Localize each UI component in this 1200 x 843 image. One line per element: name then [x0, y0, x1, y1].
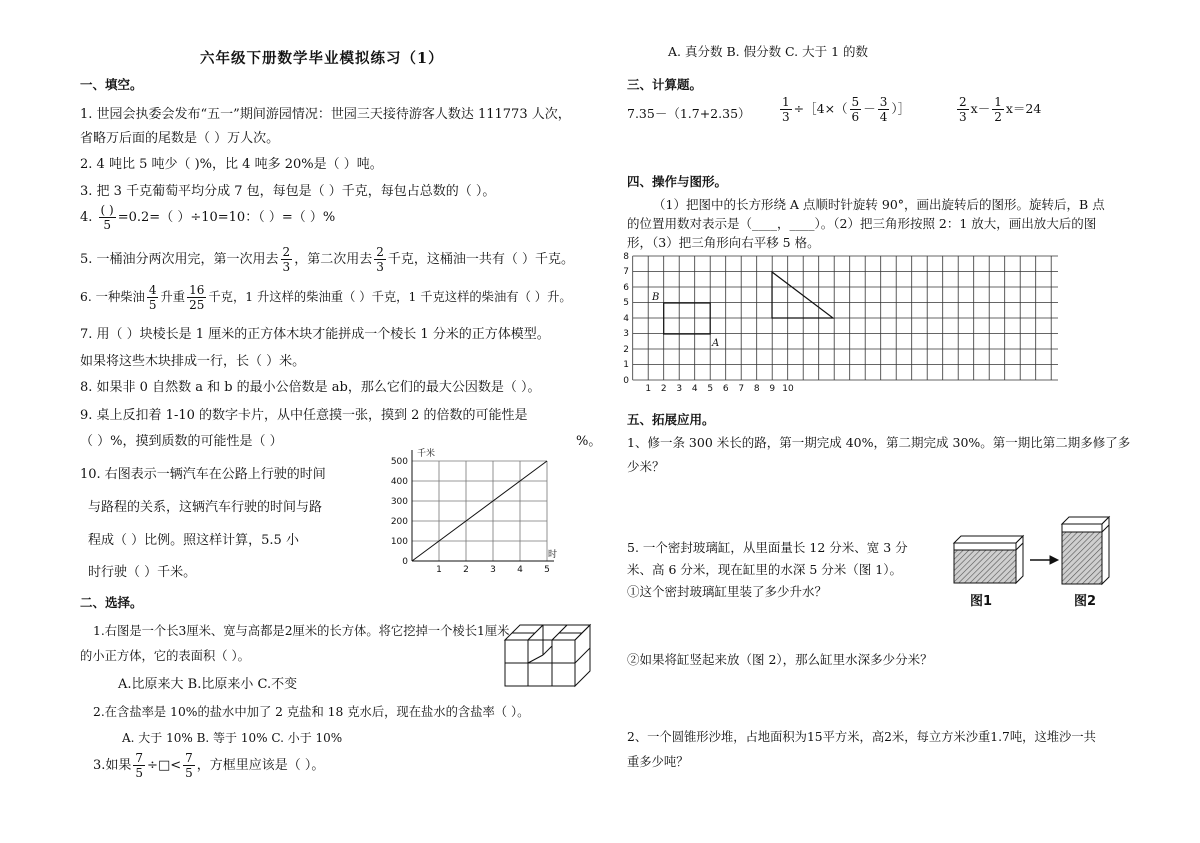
svg-text:10: 10 [782, 384, 794, 394]
triangle-shape [772, 272, 833, 318]
svg-text:1: 1 [645, 384, 652, 394]
figure-1-caption: 图1 [970, 594, 993, 609]
svg-text:1: 1 [623, 360, 629, 370]
graph-ytick: 0 [402, 557, 408, 567]
q10-line2: 与路程的关系，这辆汽车行驶的时间与路 [88, 500, 323, 515]
calc-2: $\frac{1}{3}$ ÷［4×（ $\frac{5}{6}$ － $\frac{3}{4}$ ）］ [782, 95, 911, 124]
glass-tank-figures [950, 512, 1120, 592]
graph-ytick: 500 [390, 457, 408, 467]
graph-xtick: 3 [490, 565, 496, 575]
a1-line1: 1、修一条 300 米长的路，第一期完成 40%，第二期完成 30%。第一期比第二期多修了多 [627, 435, 1131, 450]
q6: 6. 一种柴油 $\frac{4}{5}$ 升重 $\frac{16}{25}$ 千克，1 升这样的柴油重（ ）千克，1 千克这样的柴油有（ ）升。 [80, 283, 572, 312]
c2-options: A. 大于 10% B. 等于 10% C. 小于 10% [122, 731, 343, 745]
graph-xtick: 1 [436, 565, 442, 575]
q4: 4. $\frac{( )}{5}$ =0.2=（ ）÷10=10：（ ）=（ ）% [80, 203, 336, 232]
distance-time-graph [382, 448, 572, 578]
c2: 2.在含盐率是 10%的盐水中加了 2 克盐和 18 克水后，现在盐水的含盐率（ ）。 [93, 705, 530, 719]
graph-xtick: 2 [463, 565, 469, 575]
rectangle-shape [664, 303, 711, 334]
q7-line1: 7. 用（ ）块棱长是 1 厘米的正方体木块才能拼成一个棱长 1 分米的正方体模型。 [80, 327, 550, 342]
svg-text:7: 7 [623, 267, 629, 277]
section-4-heading: 四、操作与图形。 [627, 174, 728, 189]
section-5-heading: 五、拓展应用。 [627, 412, 715, 427]
q9-percent: %。 [576, 434, 602, 449]
q9-line1: 9. 桌上反扣着 1-10 的数字卡片，从中任意摸一张，摸到 2 的倍数的可能性是 [80, 408, 528, 423]
graph-xtick: 5 [544, 565, 550, 575]
c1-options: A.比原来大 B.比原来小 C.不变 [118, 677, 298, 692]
a1-line2: 少米？ [627, 459, 665, 474]
c1-line1: 1.右图是一个长3厘米、宽与高都是2厘米的长方体。将它挖掉一个棱长1厘米 [93, 624, 510, 638]
graph-ytick: 300 [390, 497, 408, 507]
svg-text:5: 5 [707, 384, 714, 394]
svg-text:3: 3 [676, 384, 683, 394]
svg-text:6: 6 [722, 384, 729, 394]
q9-line2: （ ）%，摸到质数的可能性是（ ） [80, 434, 283, 449]
svg-text:4: 4 [623, 314, 629, 324]
point-b-label: B [652, 292, 660, 303]
svg-text:0: 0 [623, 376, 629, 386]
svg-text:9: 9 [769, 384, 776, 394]
q10-line3: 程成（ ）比例。照这样计算，5.5 小 [88, 533, 299, 548]
graph-xtick: 4 [517, 565, 523, 575]
svg-text:2: 2 [660, 384, 667, 394]
section-2-heading: 二、选择。 [80, 595, 143, 610]
q10-line4: 时行驶（ ）千米。 [88, 565, 197, 580]
section-1-heading: 一、填空。 [80, 77, 143, 92]
cuboid-figure [500, 610, 600, 692]
q7-line2: 如果将这些木块排成一行，长（ ）米。 [80, 354, 306, 369]
a5-line2: 米、高 6 分米，现在缸里的水深 5 分米（图 1）。 [627, 562, 902, 577]
graph-ytick: 100 [390, 537, 408, 547]
a5-line4: ②如果将缸竖起来放（图 2），那么缸里水深多少分米？ [627, 652, 933, 667]
a5-line3: ①这个密封玻璃缸里装了多少升水？ [627, 584, 828, 599]
op-line3: 形，（3）把三角形向右平移 5 格。 [627, 235, 820, 250]
graph-ytick: 200 [390, 517, 408, 527]
q3: 3. 把 3 千克葡萄平均分成 7 包，每包是（ ）千克，每包占总数的（ ）。 [80, 184, 496, 199]
c1-line2: 的小正方体，它的表面积（ ）。 [80, 649, 250, 663]
c3-options: A. 真分数 B. 假分数 C. 大于 1 的数 [668, 44, 869, 59]
svg-text:7: 7 [738, 384, 745, 394]
svg-text:8: 8 [623, 252, 629, 262]
a2-line2: 重多少吨？ [627, 755, 689, 769]
svg-text:8: 8 [753, 384, 760, 394]
q4-fraction: $\frac{( )}{5}$ [100, 203, 114, 232]
calc-1: 7.35－（1.7+2.35） [627, 106, 751, 121]
q1-line2: 省略万后面的尾数是（ ）万人次。 [80, 131, 280, 146]
page-title: 六年级下册数学毕业模拟练习（1） [200, 50, 444, 67]
svg-text:3: 3 [623, 329, 629, 339]
graph-ylabel: 千米 [417, 449, 436, 459]
point-a-label: A [712, 338, 720, 349]
graph-xlabel: 时 [548, 550, 558, 560]
q10-line1: 10. 右图表示一辆汽车在公路上行驶的时间 [80, 467, 326, 482]
q2: 2. 4 吨比 5 吨少（ )%，比 4 吨多 20%是（ ）吨。 [80, 157, 383, 172]
svg-text:4: 4 [691, 384, 698, 394]
coordinate-grid [618, 250, 1058, 394]
q5: 5. 一桶油分两次用完，第一次用去 $\frac{2}{3}$ ，第二次用去 $\frac{2}{3}$ 千克，这桶油一共有（ ）千克。 [80, 245, 574, 274]
figure-2-caption: 图2 [1074, 594, 1097, 609]
svg-text:2: 2 [623, 345, 629, 355]
op-line2: 的位置用数对表示是（____，____）。（2）把三角形按照 2：1 放大，画出放大后的图 [627, 216, 1097, 231]
graph-ytick: 400 [390, 477, 408, 487]
c3: 3.如果 $\frac{7}{5}$ ÷□< $\frac{7}{5}$ ，方框里应该是（ ）。 [93, 751, 325, 780]
q8: 8. 如果非 0 自然数 a 和 b 的最小公倍数是 ab，那么它们的最大公因数是（ ）。 [80, 380, 541, 395]
q1-line1: 1. 世园会执委会发布“五一”期间游园情况：世园三天接待游客人数达 111773 人次， [80, 107, 571, 122]
svg-text:5: 5 [623, 298, 629, 308]
a5-line1: 5. 一个密封玻璃缸，从里面量长 12 分米、宽 3 分 [627, 540, 908, 555]
calc-3: $\frac{2}{3}$ x－ $\frac{1}{2}$ x＝24 [959, 95, 1042, 124]
op-line1: （1）把图中的长方形绕 A 点顺时针旋转 90°，画出旋转后的图形。旋转后，B 点 [653, 197, 1105, 212]
svg-text:6: 6 [623, 283, 629, 293]
section-3-heading: 三、计算题。 [627, 77, 703, 92]
a2-line1: 2、一个圆锥形沙堆，占地面积为15平方米，高2米，每立方米沙重1.7吨，这堆沙一共 [627, 730, 1096, 744]
